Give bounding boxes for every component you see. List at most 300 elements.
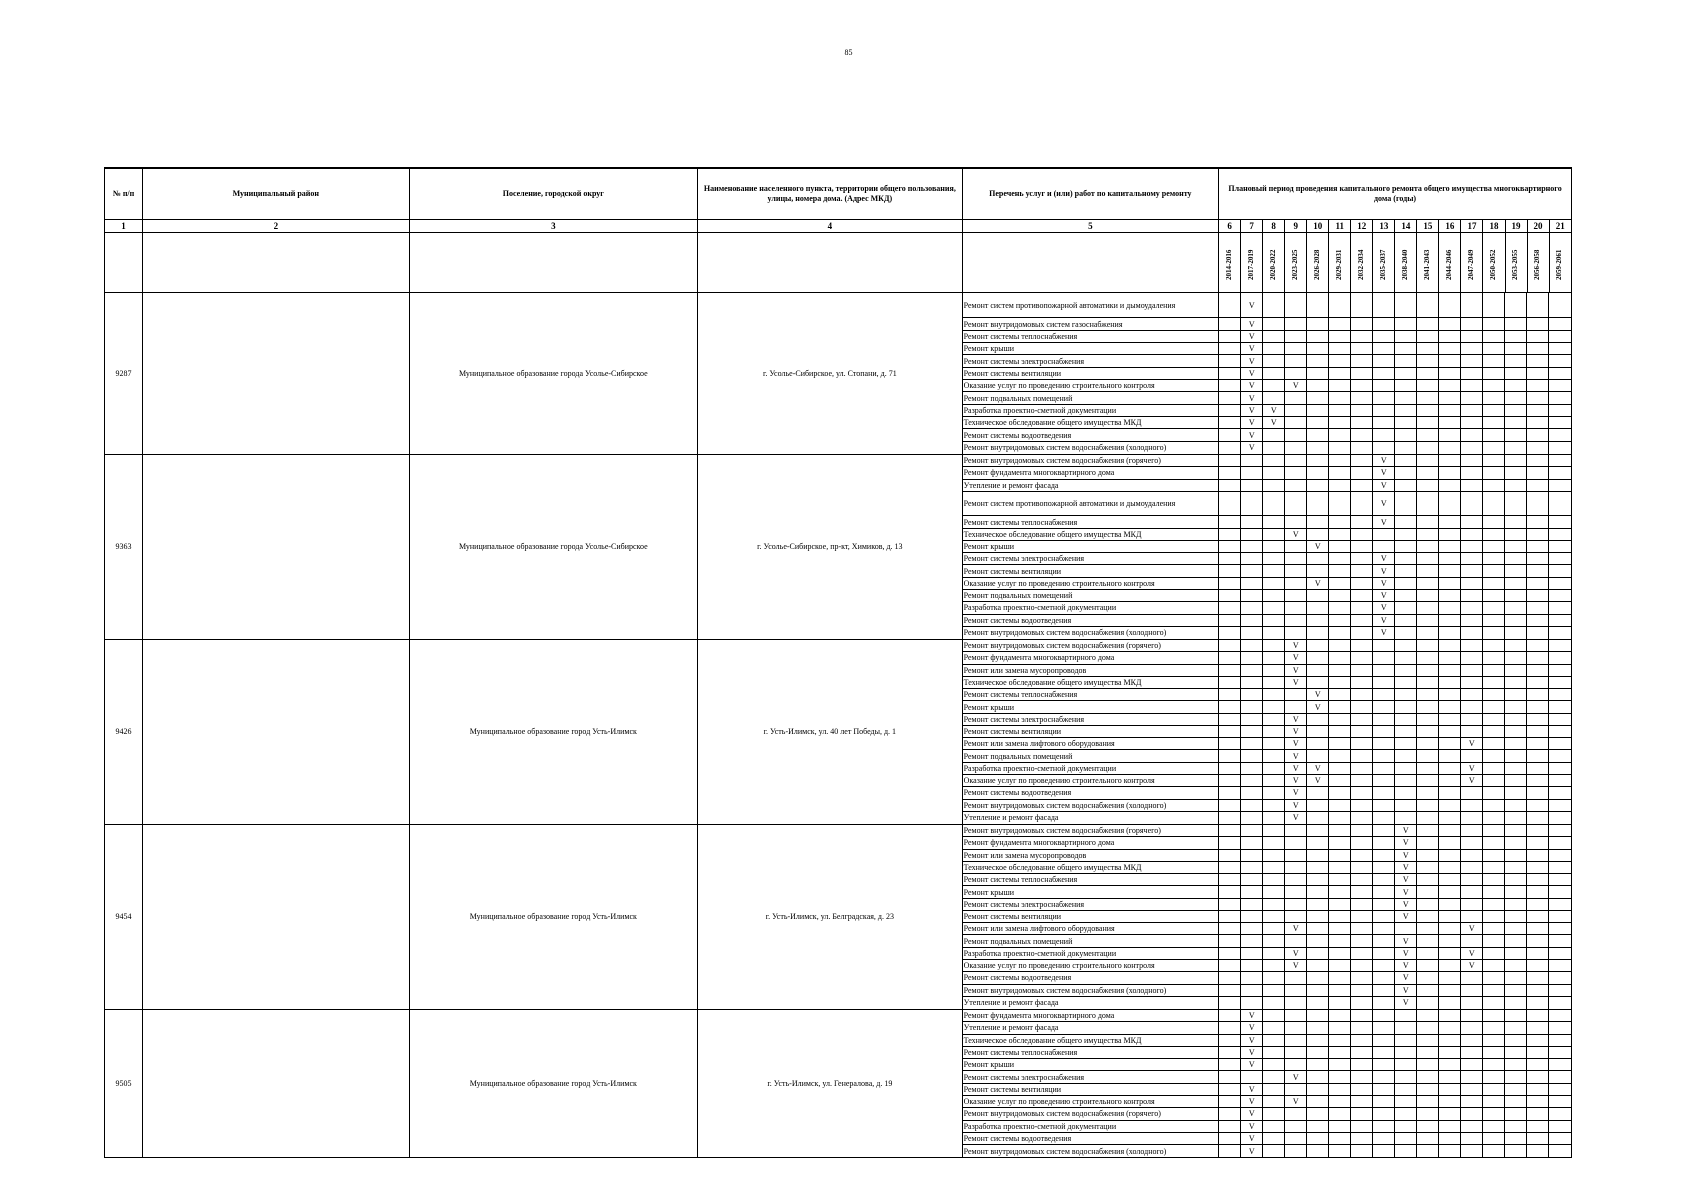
period-mark (1241, 947, 1263, 959)
period-mark (1307, 293, 1329, 318)
period-mark (1395, 626, 1417, 638)
period-mark (1505, 898, 1527, 910)
period-mark (1505, 725, 1527, 737)
period-mark (1505, 392, 1527, 404)
period-mark (1483, 491, 1505, 516)
period-mark (1439, 626, 1461, 638)
work-row (963, 455, 1571, 467)
work-name: Ремонт системы теплоснабжения (963, 1046, 1219, 1058)
period-mark (1373, 528, 1395, 540)
period-mark (1461, 640, 1483, 652)
period-mark (1219, 355, 1241, 367)
period-mark (1549, 429, 1571, 441)
period-mark (1285, 701, 1307, 713)
work-name: Техническое обследование общего имущества МКД (963, 861, 1219, 873)
period-mark (1219, 799, 1241, 811)
period-mark (1329, 540, 1351, 552)
period-mark (1263, 837, 1285, 849)
house-group (105, 824, 1572, 1009)
period-mark (1395, 528, 1417, 540)
period-mark (1505, 910, 1527, 922)
capital-repair-table (104, 167, 1572, 1158)
period-mark (1351, 1083, 1373, 1095)
period-mark: V (1395, 874, 1417, 886)
year-range-label: 2035-2037 (1378, 249, 1387, 281)
work-name: Ремонт или замена мусоропроводов (963, 664, 1219, 676)
period-mark (1263, 898, 1285, 910)
work-name: Ремонт или замена мусоропроводов (963, 849, 1219, 861)
work-name: Ремонт подвальных помещений (963, 590, 1219, 602)
period-mark (1395, 750, 1417, 762)
period-mark (1417, 392, 1439, 404)
period-mark (1395, 479, 1417, 491)
period-mark (1219, 984, 1241, 996)
work-name: Ремонт системы электроснабжения (963, 1071, 1219, 1083)
year-range-label: 2029-2031 (1334, 249, 1343, 281)
period-mark (1351, 750, 1373, 762)
period-mark (1549, 318, 1571, 330)
period-mark (1219, 640, 1241, 652)
period-mark (1263, 392, 1285, 404)
period-mark (1395, 787, 1417, 799)
period-mark (1483, 441, 1505, 453)
period-mark (1307, 590, 1329, 602)
period-mark (1439, 1071, 1461, 1083)
period-mark: V (1395, 935, 1417, 947)
work-name: Утепление и ремонт фасада (963, 479, 1219, 491)
period-mark: V (1241, 417, 1263, 429)
period-mark (1219, 762, 1241, 774)
period-mark (1461, 455, 1483, 467)
period-mark (1461, 1046, 1483, 1058)
period-mark (1483, 1059, 1505, 1071)
period-mark (1329, 787, 1351, 799)
work-row (963, 590, 1571, 602)
period-mark (1505, 1096, 1527, 1108)
period-mark (1461, 318, 1483, 330)
period-mark (1461, 343, 1483, 355)
work-name: Ремонт систем противопожарной автоматики и дымоудаления (963, 293, 1219, 318)
period-mark (1241, 861, 1263, 873)
period-mark (1483, 417, 1505, 429)
period-mark (1351, 1145, 1373, 1157)
period-mark (1417, 1096, 1439, 1108)
period-mark (1351, 787, 1373, 799)
period-mark (1549, 1034, 1571, 1046)
period-mark (1439, 923, 1461, 935)
period-mark (1417, 429, 1439, 441)
period-mark (1329, 1083, 1351, 1095)
period-mark (1263, 565, 1285, 577)
year-range-label: 2038-2040 (1400, 249, 1409, 281)
period-mark (1527, 590, 1549, 602)
period-mark (1351, 923, 1373, 935)
work-name: Ремонт внутридомовых систем водоснабжения (холодного) (963, 984, 1219, 996)
period-mark (1351, 343, 1373, 355)
period-mark (1527, 725, 1549, 737)
period-mark (1439, 837, 1461, 849)
period-mark (1461, 910, 1483, 922)
period-mark (1527, 318, 1549, 330)
period-mark (1461, 837, 1483, 849)
period-mark: V (1285, 528, 1307, 540)
period-mark (1483, 910, 1505, 922)
period-mark (1351, 1120, 1373, 1132)
period-mark (1483, 972, 1505, 984)
period-mark (1395, 1108, 1417, 1120)
period-mark (1461, 1096, 1483, 1108)
period-mark (1219, 392, 1241, 404)
period-mark (1505, 380, 1527, 392)
period-mark (1219, 404, 1241, 416)
period-mark (1483, 479, 1505, 491)
period-mark (1505, 1145, 1527, 1157)
period-mark (1307, 984, 1329, 996)
period-mark: V (1285, 652, 1307, 664)
period-mark (1483, 738, 1505, 750)
period-mark (1241, 910, 1263, 922)
period-mark (1329, 886, 1351, 898)
house-address: г. Усолье-Сибирское, ул. Стопани, д. 71 (698, 293, 963, 454)
period-mark (1527, 392, 1549, 404)
period-mark (1351, 565, 1373, 577)
period-mark (1373, 1034, 1395, 1046)
period-mark (1417, 528, 1439, 540)
period-mark (1373, 886, 1395, 898)
period-mark (1329, 467, 1351, 479)
period-mark (1549, 984, 1571, 996)
period-mark (1461, 701, 1483, 713)
period-mark (1329, 689, 1351, 701)
period-mark (1439, 429, 1461, 441)
period-mark (1285, 590, 1307, 602)
period-mark: V (1307, 701, 1329, 713)
period-mark (1263, 590, 1285, 602)
period-mark (1483, 1120, 1505, 1132)
period-mark (1329, 640, 1351, 652)
period-mark (1285, 910, 1307, 922)
period-mark (1373, 318, 1395, 330)
period-mark (1483, 774, 1505, 786)
period-mark (1307, 553, 1329, 565)
period-mark (1461, 479, 1483, 491)
period-mark (1439, 652, 1461, 664)
period-mark (1505, 330, 1527, 342)
year-range-label: 2017-2019 (1246, 249, 1255, 281)
period-mark (1461, 404, 1483, 416)
period-mark (1395, 1145, 1417, 1157)
period-mark (1219, 996, 1241, 1008)
period-mark (1417, 467, 1439, 479)
work-name: Разработка проектно-сметной документации (963, 1120, 1219, 1132)
period-mark (1373, 861, 1395, 873)
house-group (105, 639, 1572, 824)
period-mark (1527, 935, 1549, 947)
period-mark (1483, 455, 1505, 467)
period-mark (1461, 626, 1483, 638)
period-mark (1285, 849, 1307, 861)
period-mark (1527, 1145, 1549, 1157)
period-mark (1351, 479, 1373, 491)
period-mark (1505, 1010, 1527, 1022)
column-number: 16 (1439, 220, 1461, 233)
period-mark (1219, 429, 1241, 441)
period-mark (1351, 837, 1373, 849)
period-mark (1351, 1046, 1373, 1058)
period-mark (1263, 1022, 1285, 1034)
period-mark (1549, 343, 1571, 355)
period-mark (1527, 774, 1549, 786)
period-mark (1241, 455, 1263, 467)
period-mark (1483, 787, 1505, 799)
period-mark (1219, 380, 1241, 392)
period-mark (1329, 874, 1351, 886)
period-mark (1439, 590, 1461, 602)
period-mark (1307, 725, 1329, 737)
period-mark (1483, 626, 1505, 638)
period-mark (1417, 1046, 1439, 1058)
period-mark (1329, 664, 1351, 676)
period-mark (1351, 1010, 1373, 1022)
period-mark: V (1285, 787, 1307, 799)
period-mark (1219, 713, 1241, 725)
period-mark: V (1461, 762, 1483, 774)
period-mark (1527, 565, 1549, 577)
period-mark (1505, 455, 1527, 467)
work-name: Разработка проектно-сметной документации (963, 404, 1219, 416)
period-mark (1219, 479, 1241, 491)
period-mark: V (1285, 1071, 1307, 1083)
period-mark (1351, 849, 1373, 861)
period-mark (1549, 367, 1571, 379)
period-mark (1417, 540, 1439, 552)
period-mark (1219, 528, 1241, 540)
period-mark (1483, 996, 1505, 1008)
period-mark (1329, 701, 1351, 713)
period-mark (1329, 910, 1351, 922)
period-mark: V (1373, 590, 1395, 602)
column-number: 1 (105, 220, 143, 233)
period-mark (1505, 837, 1527, 849)
period-mark (1351, 577, 1373, 589)
period-mark: V (1395, 861, 1417, 873)
house-group (105, 1009, 1572, 1157)
work-name: Ремонт внутридомовых систем водоснабжения (горячего) (963, 455, 1219, 467)
period-mark: V (1241, 392, 1263, 404)
period-mark: V (1241, 355, 1263, 367)
work-name: Ремонт подвальных помещений (963, 750, 1219, 762)
work-row (963, 774, 1571, 786)
period-mark (1351, 861, 1373, 873)
period-mark (1505, 849, 1527, 861)
period-mark (1373, 1022, 1395, 1034)
period-mark (1505, 886, 1527, 898)
period-mark: V (1395, 825, 1417, 837)
period-mark (1439, 640, 1461, 652)
period-mark (1417, 404, 1439, 416)
period-mark (1417, 1010, 1439, 1022)
work-row (963, 676, 1571, 688)
period-mark (1483, 874, 1505, 886)
work-name: Ремонт крыши (963, 701, 1219, 713)
period-mark (1373, 1083, 1395, 1095)
period-mark (1307, 652, 1329, 664)
work-row (963, 799, 1571, 811)
period-mark (1219, 1034, 1241, 1046)
period-mark (1351, 738, 1373, 750)
period-mark (1351, 652, 1373, 664)
period-mark (1219, 1120, 1241, 1132)
work-row (963, 330, 1571, 342)
period-mark (1417, 837, 1439, 849)
period-mark (1505, 1059, 1527, 1071)
period-mark: V (1241, 318, 1263, 330)
period-mark (1307, 640, 1329, 652)
period-mark (1417, 1145, 1439, 1157)
period-mark (1549, 577, 1571, 589)
period-mark (1285, 602, 1307, 614)
period-mark (1351, 528, 1373, 540)
work-name: Ремонт или замена лифтового оборудования (963, 923, 1219, 935)
column-number: 18 (1483, 220, 1505, 233)
period-mark (1417, 455, 1439, 467)
works-list (963, 1010, 1571, 1157)
period-mark (1549, 392, 1571, 404)
period-mark (1373, 417, 1395, 429)
column-number: 21 (1549, 220, 1571, 233)
period-mark (1329, 972, 1351, 984)
work-row (963, 1108, 1571, 1120)
period-mark (1417, 553, 1439, 565)
period-mark (1505, 861, 1527, 873)
period-mark (1329, 392, 1351, 404)
period-mark (1219, 898, 1241, 910)
period-mark (1483, 652, 1505, 664)
period-mark (1483, 553, 1505, 565)
period-mark (1351, 898, 1373, 910)
period-mark (1527, 861, 1549, 873)
period-mark (1263, 762, 1285, 774)
period-mark (1263, 886, 1285, 898)
period-mark (1351, 355, 1373, 367)
period-mark: V (1285, 959, 1307, 971)
column-number: 10 (1307, 220, 1329, 233)
period-mark (1373, 1120, 1395, 1132)
work-row (963, 355, 1571, 367)
period-mark (1527, 652, 1549, 664)
period-mark (1395, 689, 1417, 701)
work-name: Ремонт системы электроснабжения (963, 553, 1219, 565)
period-mark (1417, 689, 1439, 701)
period-mark: V (1263, 417, 1285, 429)
period-mark (1263, 664, 1285, 676)
period-mark (1285, 441, 1307, 453)
period-mark (1527, 528, 1549, 540)
period-mark (1373, 738, 1395, 750)
period-mark (1307, 441, 1329, 453)
period-mark (1549, 404, 1571, 416)
period-mark (1527, 947, 1549, 959)
column-number: 13 (1373, 220, 1395, 233)
period-mark (1307, 849, 1329, 861)
period-mark: V (1285, 738, 1307, 750)
period-mark: V (1285, 774, 1307, 786)
period-mark (1285, 404, 1307, 416)
period-mark (1483, 947, 1505, 959)
period-mark (1219, 959, 1241, 971)
period-mark (1483, 689, 1505, 701)
header-n: № п/п (105, 168, 143, 220)
period-mark: V (1373, 614, 1395, 626)
period-mark (1329, 516, 1351, 528)
period-mark: V (1285, 1096, 1307, 1108)
work-row (963, 898, 1571, 910)
period-mark (1241, 849, 1263, 861)
period-mark: V (1307, 689, 1329, 701)
period-mark (1307, 367, 1329, 379)
work-name: Ремонт системы водоотведения (963, 787, 1219, 799)
period-mark (1307, 330, 1329, 342)
period-mark (1285, 861, 1307, 873)
period-mark (1527, 1010, 1549, 1022)
period-mark (1417, 355, 1439, 367)
period-mark (1439, 367, 1461, 379)
period-mark (1461, 874, 1483, 886)
period-mark (1351, 293, 1373, 318)
period-mark (1329, 935, 1351, 947)
period-mark (1263, 1145, 1285, 1157)
period-mark (1549, 811, 1571, 823)
period-mark (1329, 947, 1351, 959)
work-name: Оказание услуг по проведению строительного контроля (963, 774, 1219, 786)
period-mark (1527, 676, 1549, 688)
period-mark (1307, 404, 1329, 416)
period-mark (1417, 652, 1439, 664)
period-mark (1307, 972, 1329, 984)
period-mark (1461, 861, 1483, 873)
period-mark (1373, 293, 1395, 318)
period-mark (1483, 392, 1505, 404)
period-mark (1439, 861, 1461, 873)
work-row (963, 1022, 1571, 1034)
period-mark (1549, 799, 1571, 811)
period-mark (1527, 1034, 1549, 1046)
period-mark (1483, 898, 1505, 910)
period-mark (1241, 701, 1263, 713)
period-mark (1373, 1059, 1395, 1071)
header-works: Перечень услуг и (или) работ по капитальному ремонту (962, 168, 1218, 220)
period-mark (1241, 479, 1263, 491)
period-mark (1527, 404, 1549, 416)
period-mark (1505, 467, 1527, 479)
period-mark (1285, 1132, 1307, 1144)
period-mark (1395, 1046, 1417, 1058)
period-mark (1263, 935, 1285, 947)
period-mark (1527, 689, 1549, 701)
period-mark (1351, 417, 1373, 429)
period-mark (1527, 849, 1549, 861)
period-mark (1527, 380, 1549, 392)
work-name: Ремонт системы теплоснабжения (963, 874, 1219, 886)
column-number: 5 (962, 220, 1218, 233)
period-mark (1483, 750, 1505, 762)
period-mark (1505, 318, 1527, 330)
period-mark: V (1395, 898, 1417, 910)
work-name: Ремонт системы теплоснабжения (963, 330, 1219, 342)
period-mark (1549, 640, 1571, 652)
period-mark (1285, 874, 1307, 886)
period-mark (1373, 652, 1395, 664)
